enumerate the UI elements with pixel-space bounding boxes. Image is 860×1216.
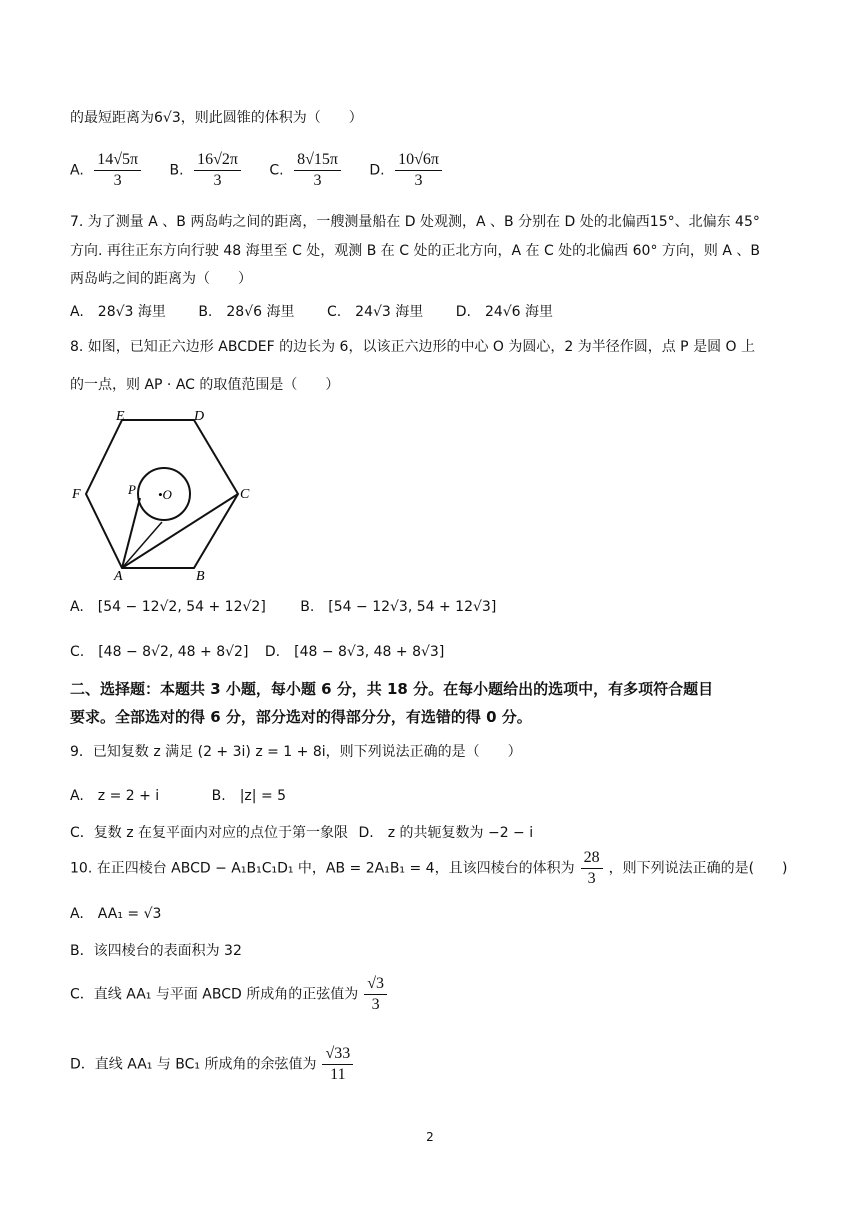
- q7-stem-line2: 方向. 再往正东方向行驶 48 海里至 C 处，观测 B 在 C 处的正北方向，A 在 C 处的北偏西 60° 方向，则 A 、B: [70, 243, 760, 259]
- q6-options: [70, 150, 466, 191]
- q7-option-c: C. 24√3 海里: [326, 304, 424, 320]
- label-c: C: [240, 487, 250, 502]
- label-d: D: [194, 410, 205, 424]
- q9-options-row2: [70, 822, 551, 844]
- q9-option-d: D. z 的共轭复数为 −2 − i: [358, 825, 534, 841]
- q9-option-a: A. z = 2 + i: [70, 788, 160, 804]
- q10-stem-pre: 10. 在正四棱台 ABCD − A₁B₁C₁D₁ 中，AB = 2A₁B₁ = 4，且该四棱台的体积为: [70, 860, 575, 877]
- q10-stem: [70, 848, 788, 889]
- q9-options-row1: [70, 785, 304, 807]
- q9-stem: 9．已知复数 z 满足 (2 + 3i) z = 1 + 8i，则下列说法正确的是（ ）: [70, 744, 522, 760]
- section2-heading-line2: 要求。全部选对的得 6 分，部分选对的得部分分，有选错的得 0 分。: [70, 708, 532, 726]
- q6-option-c: C. $\frac{8√15\pi}{3}$: [269, 150, 347, 191]
- q7-stem-line1: 7. 为了测量 A 、B 两岛屿之间的距离，一艘测量船在 D 处观测，A 、B 分别在 D 处的北偏西15°、北偏东 45°: [70, 214, 760, 230]
- q7-option-a: A. 28√3 海里: [70, 304, 166, 320]
- label-a: A: [114, 569, 123, 580]
- label-f: F: [72, 487, 81, 502]
- q7-options: [70, 301, 571, 323]
- q9-option-c: C．复数 z 在复平面内对应的点位于第一象限: [70, 825, 349, 841]
- q6-option-a: A. $\frac{14√5\pi}{3}$: [70, 150, 147, 191]
- section2-heading-line1: 二、选择题：本题共 3 小题，每小题 6 分，共 18 分。在每小题给出的选项中，有多项符合题目: [70, 680, 714, 698]
- q7-option-b: B. 28√6 海里: [198, 304, 295, 320]
- label-o: •O: [158, 487, 172, 502]
- q10-option-a: A. AA₁ = √3: [70, 906, 162, 922]
- hexagon-figure: [70, 410, 260, 580]
- q8-option-d: D. [48 − 8√3, 48 + 8√3]: [264, 644, 445, 660]
- q6-stem: 的最短距离为6√3，则此圆锥的体积为（ ）: [70, 110, 363, 126]
- q7-option-d: D. 24√6 海里: [455, 304, 554, 320]
- q8-options-row1: [70, 596, 514, 618]
- q8-stem-line1: 8. 如图，已知正六边形 ABCDEF 的边长为 6，以该正六边形的中心 O 为圆心，2 为半径作圆，点 P 是圆 O 上: [70, 339, 755, 355]
- q10-option-b: B．该四棱台的表面积为 32: [70, 943, 242, 959]
- q8-option-a: A. [54 − 12√2, 54 + 12√2]: [70, 599, 266, 615]
- q8-stem-line2: 的一点，则 AP · AC 的取值范围是（ ）: [70, 377, 340, 393]
- q8-option-c: C. [48 − 8√2, 48 + 8√2]: [70, 644, 249, 660]
- q10-volume-fraction: $\frac{28}{3}$: [581, 848, 603, 889]
- q6-option-d: D. $\frac{10√6\pi}{3}$: [369, 150, 448, 191]
- q10-option-d: D．直线 AA₁ 与 BC₁ 所成角的余弦值为 $\frac{√33}{11}$: [70, 1044, 359, 1085]
- q8-option-b: B. [54 − 12√3, 54 + 12√3]: [300, 599, 497, 615]
- q10-stem-post: ，则下列说法正确的是( ): [608, 860, 788, 877]
- q8-options-row2: [70, 641, 462, 663]
- q9-option-b: B. |z| = 5: [211, 788, 287, 804]
- q7-stem-line3: 两岛屿之间的距离为（ ）: [70, 271, 252, 287]
- label-b: B: [196, 569, 205, 580]
- label-e: E: [116, 410, 125, 424]
- page-number: 2: [426, 1130, 434, 1144]
- q6-option-b: B. $\frac{16√2\pi}{3}$: [170, 150, 247, 191]
- label-p: P: [128, 482, 136, 497]
- q10-option-c: C．直线 AA₁ 与平面 ABCD 所成角的正弦值为 $\frac{√3}{3}$: [70, 974, 393, 1015]
